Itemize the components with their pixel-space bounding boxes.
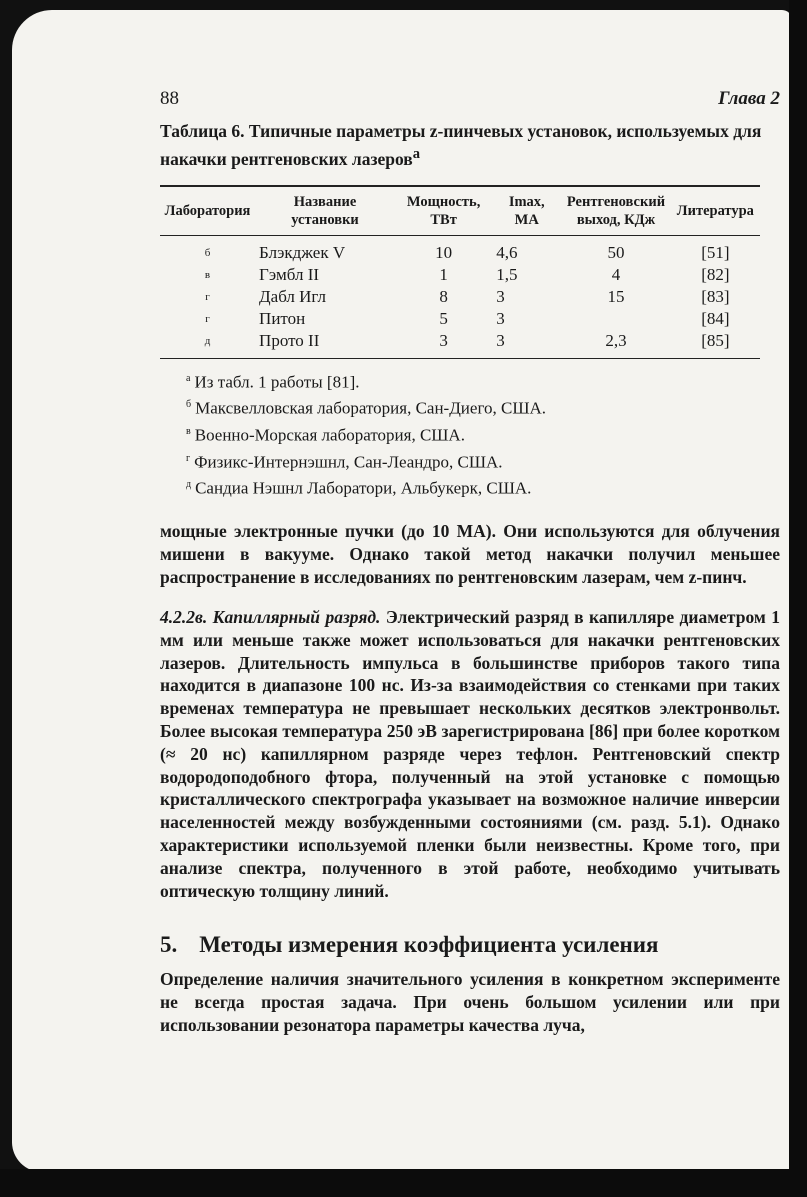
cell-name: Блэкджек V	[259, 242, 346, 262]
footnote	[186, 420, 780, 447]
parameters-table	[160, 185, 760, 359]
footnote	[186, 367, 780, 394]
cell-imax: 1,5	[496, 264, 518, 284]
cell-xray: 50	[607, 242, 625, 262]
chapter-title: Глава 2	[718, 88, 780, 109]
footnote-mark: в	[186, 426, 191, 438]
footnote-text: Максвелловская лаборатория, Сан-Диего, США.	[195, 399, 547, 419]
cell-xray: 4	[611, 264, 621, 284]
footnote-mark: б	[186, 399, 192, 411]
running-header	[160, 88, 780, 110]
header-power: Мощность, ТВт	[395, 186, 492, 236]
header-imax: Imax, МА	[492, 186, 561, 236]
footnote	[186, 473, 780, 500]
cell-imax: 4,6	[496, 242, 518, 262]
subsection-title: 4.2.2в. Капиллярный разряд.	[160, 607, 381, 627]
section-title: Методы измерения коэффициента усиления	[199, 932, 659, 958]
page-number: 88	[160, 88, 179, 109]
header-xray: Рентгеновский выход, КДж	[561, 186, 671, 236]
cell-ref: [83]	[701, 286, 730, 306]
page-content	[160, 88, 780, 1054]
footnote-text: Из табл. 1 работы [81].	[194, 372, 360, 392]
cell-lab: б	[204, 246, 211, 259]
footnote-mark: д	[186, 479, 192, 491]
subsection-text: Электрический разряд в капилляре диаметром 1 мм или меньше также может использоваться для накачки рентгеновских лазеров. Длительность импульса в большинстве приборов такого типа находится в диапазоне 100 нс. Из-за взаимодействия со стенками при таких временах температура не превышает нескольких десятков электронвольт. Более высокая температура 250 эВ зарегистрирована [86] при более коротком (≈ 20 нс) капиллярном разряде через тефлон. Рентгеновский спектр водородоподобного фтора, полученный на этой установке с помощью кристаллического спектрографа указывает на возможное наличие инверсии населенностей между возбужденными состояниями (см. разд. 5.1). Однако характеристики используемой пленки были неизвестны. Кроме того, при анализе спектра, полученного в этой работе, необходимо учитывать оптическую толщину линий.	[160, 607, 781, 901]
section-number: 5.	[160, 932, 178, 958]
table-row	[160, 330, 760, 359]
table-caption-note: а	[412, 146, 421, 162]
cell-xray	[561, 308, 671, 330]
cell-name: Питон	[259, 308, 306, 328]
footnote-text: Военно-Морская лаборатория, США.	[194, 425, 465, 445]
footnote-text: Физикс-Интернэшнл, Сан-Леандро, США.	[194, 452, 503, 472]
table-footnotes	[186, 367, 780, 500]
table-row	[160, 264, 760, 286]
scan-edge-bottom	[0, 1169, 807, 1197]
header-name: Название установки	[255, 186, 395, 236]
table-label: Таблица 6.	[160, 121, 245, 141]
table-caption-text: Типичные параметры z-пинчевых установок, используемых для накачки рентгеновских лазеров	[160, 121, 762, 169]
scan-edge-right	[789, 0, 807, 1197]
subsection-paragraph	[160, 606, 780, 902]
footnote-text: Сандиа Нэшнл Лаборатори, Альбукерк, США.	[195, 479, 532, 499]
cell-power: 3	[395, 330, 492, 359]
cell-xray: 15	[607, 286, 625, 306]
cell-ref: [84]	[701, 308, 730, 328]
footnote	[186, 393, 780, 420]
body-paragraph: мощные электронные пучки (до 10 МА). Они используются для облучения мишени в вакууме. Однако такой метод накачки получил меньшее распространение в исследованиях по рентгеновским лазерам, чем z-пинч.	[160, 521, 780, 587]
header-lab: Лаборатория	[160, 186, 255, 236]
cell-imax: 3	[492, 330, 561, 359]
cell-power: 10	[435, 242, 453, 262]
cell-xray: 2,3	[561, 330, 671, 359]
cell-power: 8	[439, 286, 448, 306]
cell-name: Гэмбл II	[259, 264, 320, 284]
table-row	[160, 235, 760, 264]
table-row	[160, 308, 760, 330]
cell-power: 1	[439, 264, 448, 284]
cell-name: Прото II	[255, 330, 395, 359]
cell-lab: г	[205, 312, 210, 325]
cell-ref: [85]	[671, 330, 760, 359]
section-paragraph: Определение наличия значительного усиления в конкретном эксперименте не всегда простая задача. При очень большом усилении или при использовании резонатора параметры качества луча,	[160, 969, 780, 1035]
table-row	[160, 286, 760, 308]
cell-lab: в	[204, 268, 211, 281]
table-header-row	[160, 186, 760, 236]
table-caption	[160, 120, 780, 171]
cell-lab: д	[160, 330, 255, 359]
document-page	[12, 10, 792, 1172]
cell-imax: 3	[496, 308, 505, 328]
cell-name: Дабл Игл	[259, 286, 327, 306]
footnote-mark: г	[186, 452, 191, 464]
footnote	[186, 447, 780, 474]
cell-imax: 3	[496, 286, 505, 306]
cell-lab: г	[205, 290, 210, 303]
cell-ref: [51]	[701, 242, 730, 262]
cell-power: 5	[439, 308, 448, 328]
header-ref: Литература	[671, 186, 760, 236]
footnote-mark: а	[186, 372, 191, 384]
cell-ref: [82]	[701, 264, 730, 284]
section-heading	[160, 932, 780, 958]
